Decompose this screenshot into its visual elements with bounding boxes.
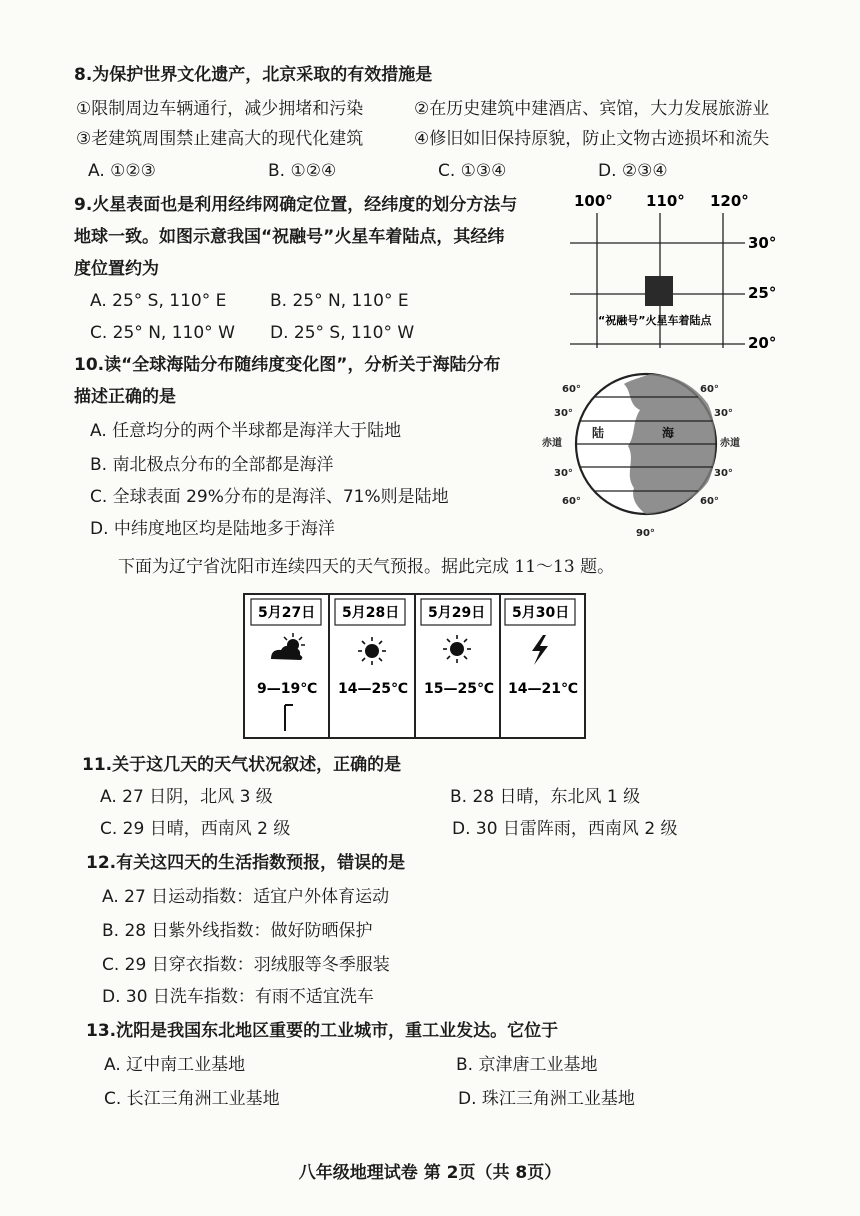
q11-choice-d: D. 30 日雷阵雨，西南风 2 级 (452, 819, 678, 839)
q12-choice-b: B. 28 日紫外线指数：做好防晒保护 (102, 921, 373, 941)
left-lat-30s: 30° (554, 468, 573, 479)
q13-choice-b: B. 京津唐工业基地 (456, 1055, 598, 1075)
left-lat-60s: 60° (562, 496, 581, 507)
q10-choice-d: D. 中纬度地区均是陆地多于海洋 (90, 519, 335, 539)
weather-forecast-table (243, 593, 586, 741)
sea-label: 海 (662, 426, 675, 440)
forecast-temp-27: 9—19℃ (257, 681, 318, 697)
q9-stem-line3: 度位置约为 (74, 259, 159, 279)
right-lat-30n: 30° (714, 408, 733, 419)
forecast-date-27: 5月27日 (258, 605, 316, 621)
left-lat-60n: 60° (562, 384, 581, 395)
land-label: 陆 (592, 426, 605, 440)
section-intro: 下面为辽宁省沈阳市连续四天的天气预报。据此完成 11～13 题。 (118, 557, 615, 577)
bottom-lat-90: 90° (636, 528, 655, 539)
forecast-temp-29: 15—25℃ (424, 681, 494, 697)
lat-label-30: 30° (748, 234, 777, 252)
lon-label-100: 100° (574, 192, 613, 210)
q8-stem: 8.为保护世界文化遗产，北京采取的有效措施是 (74, 65, 433, 85)
right-lat-60s: 60° (700, 496, 719, 507)
q10-stem-line2: 描述正确的是 (74, 387, 176, 407)
q8-option-4: ④修旧如旧保持原貌，防止文物古迹损坏和流失 (414, 129, 770, 149)
q12-choice-c: C. 29 日穿衣指数：羽绒服等冬季服装 (102, 955, 390, 975)
forecast-date-30: 5月30日 (512, 605, 570, 621)
q8-choice-a: A. ①②③ (88, 161, 156, 181)
mars-grid-map (560, 188, 820, 358)
q8-choice-d: D. ②③④ (598, 161, 668, 181)
q10-stem-line1: 10.读“全球海陆分布随纬度变化图”，分析关于海陆分布 (74, 355, 501, 375)
q13-choice-d: D. 珠江三角洲工业基地 (458, 1089, 635, 1109)
right-lat-60n: 60° (700, 384, 719, 395)
land-sea-globe-figure (532, 364, 762, 544)
q12-stem: 12.有关这四天的生活指数预报，错误的是 (86, 853, 406, 873)
q8-option-1: ①限制周边车辆通行，减少拥堵和污染 (76, 99, 364, 119)
forecast-date-29: 5月29日 (428, 605, 486, 621)
lat-label-20: 20° (748, 334, 777, 352)
left-lat-30n: 30° (554, 408, 573, 419)
q9-choice-c: C. 25° N, 110° W (90, 323, 235, 343)
q9-stem-line2: 地球一致。如图示意我国“祝融号”火星车着陆点，其经纬 (74, 227, 505, 247)
q10-choice-b: B. 南北极点分布的全部都是海洋 (90, 455, 334, 475)
lat-label-25: 25° (748, 284, 777, 302)
q9-choice-d: D. 25° S, 110° W (270, 323, 415, 343)
forecast-temp-30: 14—21℃ (508, 681, 578, 697)
lon-label-120: 120° (710, 192, 749, 210)
q8-option-3: ③老建筑周围禁止建高大的现代化建筑 (76, 129, 364, 149)
q8-choice-b: B. ①②④ (268, 161, 337, 181)
left-equator: 赤道 (542, 438, 562, 449)
landing-site-label: “祝融号”火星车着陆点 (598, 314, 712, 327)
q9-choice-b: B. 25° N, 110° E (270, 291, 409, 311)
q13-choice-c: C. 长江三角洲工业基地 (104, 1089, 280, 1109)
q12-choice-d: D. 30 日洗车指数：有雨不适宜洗车 (102, 987, 374, 1007)
q13-choice-a: A. 辽中南工业基地 (104, 1055, 246, 1075)
q10-choice-c: C. 全球表面 29%分布的是海洋、71%则是陆地 (90, 487, 449, 507)
lon-label-110: 110° (646, 192, 685, 210)
q11-choice-a: A. 27 日阴，北风 3 级 (100, 787, 273, 807)
q8-option-2: ②在历史建筑中建酒店、宾馆，大力发展旅游业 (414, 99, 770, 119)
q9-stem-line1: 9.火星表面也是利用经纬网确定位置，经纬度的划分方法与 (74, 195, 518, 215)
q10-choice-a: A. 任意均分的两个半球都是海洋大于陆地 (90, 421, 402, 441)
forecast-temp-28: 14—25℃ (338, 681, 408, 697)
forecast-date-28: 5月28日 (342, 605, 400, 621)
right-equator: 赤道 (720, 438, 740, 449)
q13-stem: 13.沈阳是我国东北地区重要的工业城市，重工业发达。它位于 (86, 1021, 559, 1041)
landing-site-marker (645, 276, 673, 306)
q8-choice-c: C. ①③④ (438, 161, 507, 181)
page-footer: 八年级地理试卷 第 2页（共 8页） (298, 1163, 562, 1183)
q11-choice-c: C. 29 日晴，西南风 2 级 (100, 819, 291, 839)
q12-choice-a: A. 27 日运动指数：适宜户外体育运动 (102, 887, 390, 907)
q11-choice-b: B. 28 日晴，东北风 1 级 (450, 787, 641, 807)
q9-choice-a: A. 25° S, 110° E (90, 291, 227, 311)
right-lat-30s: 30° (714, 468, 733, 479)
q11-stem: 11.关于这几天的天气状况叙述，正确的是 (82, 755, 402, 775)
